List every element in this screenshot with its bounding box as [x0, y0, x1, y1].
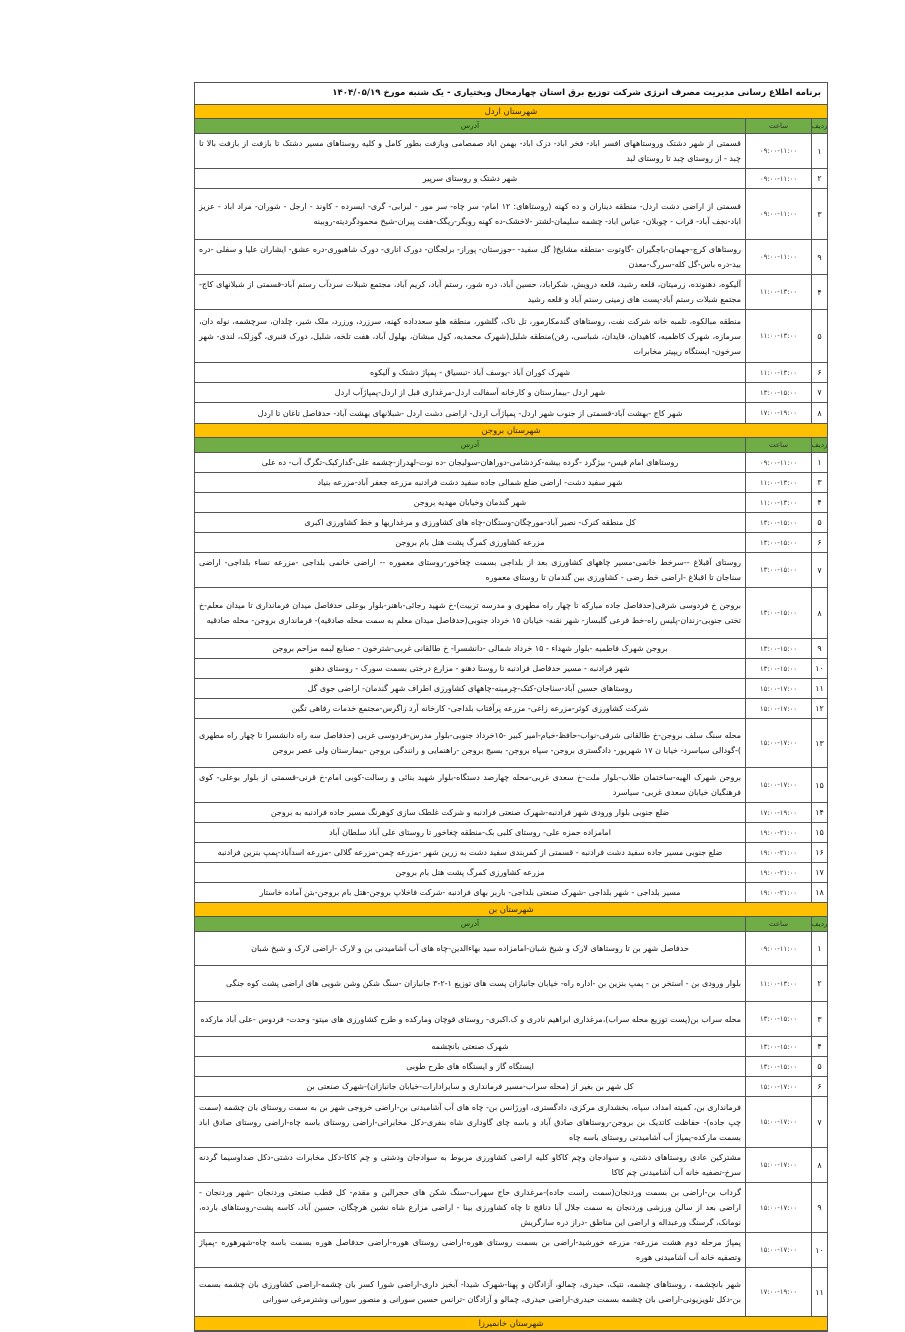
address-text: شهر فرادنبه - مسیر حدفاصل فرادنبه تا روستا دهنو - مزارع درختی بسمت سورک - روستای دهنو [310, 664, 630, 673]
address-text: بروجن شهرک الهیه-ساختمان طلاب-بلوار ملت-خ سعدی غربی-محله چهارصد دستگاه-بلوار شهید بنائی و رسالت-کوبی امام-خ قرنی-قسمتی از بلوار بوعلی- کوی فرهنگیان خیابان سعدی غربی- سیاسرد [199, 773, 741, 797]
time-range: ۱۳:۰۰-۱۵:۰۰ [745, 659, 811, 678]
time-range: ۱۹:۰۰-۲۱:۰۰ [745, 843, 811, 862]
address-text: شهرک کوران آباد -یوسف آباد -تبسیاق - پمپاژ دشتک و آلیکوه [369, 368, 571, 377]
time-range: ۱۵:۰۰-۱۷:۰۰ [745, 719, 811, 767]
address-text: کل شهر بن بغیر از (محله سراب-مسیر فرمانداری و سایرادارات-خیابان جانبازان)-شهرک صنعتی بن [306, 1082, 634, 1091]
address-text: شهرک صنعتی بانچشمه [431, 1042, 509, 1051]
address-text: آلیکوه، دهنونده، زرمیتان، قلعه رشید، قلعه درویش، شکراباد، حسین آباد، دره شور، رستم آباد، کریم آباد، مجتمع شبلات سردآب رستم آباد-قسمتی از شبلانهای کاج-مجتمع شبلات رستم آباد-پست های زمینی رستم آباد و قلعه رشید [199, 280, 741, 304]
table-row [195, 699, 827, 719]
time-range: ۱۳:۰۰-۱۵:۰۰ [745, 383, 811, 402]
time-range: ۱۹:۰۰-۲۱:۰۰ [745, 823, 811, 842]
time-range: ۱۳:۰۰-۱۵:۰۰ [745, 1037, 811, 1056]
address-text: مزرعه کشاورزی کمرگ پشت هتل بام بروجن [395, 868, 545, 877]
table-row [195, 823, 827, 843]
document-title: برنامه اطلاع رسانی مدیریت مصرف انرژی شرکت توزیع برق استان چهارمحال وبختیاری - یک شنبه مورخ ۱۴۰۴/۰۵/۱۹ [195, 83, 827, 105]
row-number: ۴ [811, 1037, 827, 1056]
table-row [195, 1097, 827, 1148]
row-number: ۱۸ [811, 883, 827, 902]
time-range: ۱۵:۰۰-۱۷:۰۰ [745, 699, 811, 718]
row-number: ۸ [811, 403, 827, 423]
row-number: ۱۶ [811, 843, 827, 862]
table-row [195, 1148, 827, 1183]
time-range: ۰۹:۰۰-۱۱:۰۰ [745, 453, 811, 472]
time-range: ۱۵:۰۰-۱۷:۰۰ [745, 1233, 811, 1267]
time-range: ۱۹:۰۰-۲۱:۰۰ [745, 863, 811, 882]
column-header-address: آدرس [460, 919, 480, 928]
row-number: ۹ [811, 1183, 827, 1232]
time-range: ۱۷:۰۰-۱۹:۰۰ [745, 403, 811, 423]
table-row [195, 843, 827, 863]
address-text: امامزاده حمزه علی- روستای کلبی بک-منطقه چغاخور تا روستای علی آباد سلطان آباد [329, 828, 611, 837]
table-row [195, 473, 827, 493]
address-text: بلوار ورودی بن - استخر بن - پمپ بنزین بن -اداره راه- خیابان جانبازان پست های توزیع ۱-۲-۳ جانبازان -سنگ شکن وشن شویی های اراضی پشت کوه جنگی [226, 979, 741, 988]
table-row [195, 803, 827, 823]
row-number: ۱ [811, 932, 827, 965]
table-row [195, 679, 827, 699]
time-range: ۱۵:۰۰-۱۷:۰۰ [745, 1097, 811, 1147]
county-header: شهرستان بروجن [195, 424, 827, 438]
table-row [195, 1233, 827, 1268]
address-text: ضلع جنوبی مسیر جاده سفید دشت فرادنبه - قسمتی از کمربندی سفید دشت به زرین شهر -مزرعه چمن-مزرعه گلالی -مزرعه اسدآباد-پمپ بنزین فرادنبه [217, 848, 723, 857]
time-range: ۱۱:۰۰-۱۳:۰۰ [745, 473, 811, 492]
address-text: بروجن شهرک فاطمیه -بلوار شهداء - ۱۵ خرداد شمالی -دانشسرا- خ طالقانی غربی-شترخون - صنایع لبمه مزاحم بروجن [272, 644, 668, 653]
row-number: ۸ [811, 1148, 827, 1182]
table-row [195, 1002, 827, 1037]
time-range: ۰۹:۰۰-۱۱:۰۰ [745, 134, 811, 168]
row-number: ۱۱ [811, 1268, 827, 1316]
address-text: مشترکین عادی روستاهای دشتی، و سوادجان وچم کاکاو کلیه اراضی کشاورزی مربوط به سوادجان ودشتی و چم کاکا-دکل مخابرات دشتی-دکل صداوسیما گردنه سرخ-تصفیه خانه آب آشامیدنی چم کاکا [199, 1153, 741, 1177]
column-header-address: آدرس [460, 121, 480, 130]
address-text: مسیر بلداجی - شهر بلداجی -شهرک صنعتی بلداجی- باربر بهای فرادنبه -شرکت فاخلاپ بروجن-هتل بام بروجن-بتن آماده خاستار [259, 888, 681, 897]
address-text: قسمتی از شهر دشتک وروستاههای افسر اباد- فخر اباد- دزک اباد- بهمن اباد صمصامی وبازفت بطور کامل و کلیه روستاهای مسیر دشتک تا بازفت از بازفت بالا تا چبد - از روستای چبد تا روستای لبد [199, 139, 741, 163]
table-row [195, 310, 827, 363]
table-row [195, 966, 827, 1002]
row-number: ۱۵ [811, 768, 827, 802]
table-row [195, 639, 827, 659]
table-row [195, 240, 827, 275]
address-text: محله سراب بن(پست توزیع محله سراب)،مرغداری ابراهیم نادری و ک.اکبری- روستای قوچان ومارکده و طرح کشاورزی های میتو- وحدت- فردوس -علی آباد مارکده [200, 1014, 741, 1024]
time-range: ۱۳:۰۰-۱۵:۰۰ [745, 1057, 811, 1076]
time-range: ۰۹:۰۰-۱۱:۰۰ [745, 189, 811, 239]
time-range: ۰۹:۰۰-۱۱:۰۰ [745, 169, 811, 188]
table-row [195, 383, 827, 403]
row-number: ۱۲ [811, 699, 827, 718]
address-text: منطقه مبالکوه، تلمبه خانه شرکت نفت، روستاهای گندمکارمور، تل ناک، گلشور، منطقه هلو سعدداده کهنه، سرزرد، ورزرد، ملک شیر، چلدان، سرچشمه، نوله دان، سرمازه، شهرک کاظمیه، کاهیدان، قایدان، شباسی، رفن)منطقه شلیل(شهرک محمدیه، کول مبشان، بهلول آباد، هفت تلخه، شلیل، دورک قنبری، گوزلک، لندی- شهر سرخون- ایستگاه ریپیتر مخابرات [199, 316, 741, 356]
address-text: محله سنگ سلف بروجن-خ طالقانی شرقی-نواب-حافظ-خیام-امیر کبیر -۱۵خرداد جنوبی-بلوار مدرس-فردوسی غربی (حدفاصل سه راه دانشسرا تا چهار راه مطهری )-گودالی سیاسرد- خیابا ن ۱۷ شهریور- دادگستری بروجن- سپاه بروجن- بسیج بروجن -راهنمایی و رانندگی بروجن -بیمارستان ولی عصر بروجن [199, 731, 742, 755]
row-number: ۵ [811, 513, 827, 532]
time-range: ۱۷:۰۰-۱۹:۰۰ [745, 803, 811, 822]
table-row [195, 513, 827, 533]
county-header: شهرستان خانمیرزا [195, 1317, 827, 1331]
row-number: ۱ [811, 134, 827, 168]
address-text: روستای آقبلاغ --سرخط خانمی-مسیر چاههای کشاورزی بعد از بلداجی بسمت چغاخور-روستای معموره -- اراضی خانمی بلداجی -مزرعه نساء بلداجی- اراضی سناجان تا اقبلاغ -اراضی خط رضی - کشاورزی بین گندمان تا روستای معموره [199, 558, 741, 582]
address-text: شهر بانچشمه ، روستاهای چشمه، نتیک، حیدری، چمالو، آزادگان و پهنا-شهرک شیدا- آبخیز داری-اراضی شورا کسر بان چشمه-اراضی کشاورزی بان چشمه بسمت بن-دکل تلویزیونی-اراضی بان چشمه بسمت حیدری-اراضی حیدری، چمالو و آزادگان -ترانس حسین سورانی و منصور سورانی وشترمرغی سورانی [199, 1280, 741, 1304]
address-text: شهر اردل -بیمارستان و کارخانه آسفالت اردل-مرغداری قبل از اردل-پمپاژآب اردل [334, 388, 606, 397]
row-number: ۲ [811, 966, 827, 1001]
time-range: ۱۵:۰۰-۱۷:۰۰ [745, 768, 811, 802]
address-text: شهر سفید دشت- اراضی ضلع شمالی جاده سفید دشت فرادنبه مزرعه جعفر آباد-مزرعه بنیاد [317, 478, 623, 487]
address-text: ایستگاه گاز و ایستگاه های طرح طوبی [406, 1062, 534, 1071]
column-header-row-number: ردیف [811, 438, 827, 452]
address-text: شرکت کشاورزی کوثر-مزرعه زاغی- مزرعه پرآفتاب بلداجی- کارخانه آرد زاگرس-مجتمع خدمات رفاهی تگین [291, 704, 649, 713]
table-row [195, 863, 827, 883]
column-header-time: ساعت [745, 917, 811, 931]
address-text: مزرعه کشاورزی کمرگ پشت هتل بام بروجن [395, 538, 545, 547]
address-text: حدفاصل شهر بن تا روستاهای لارک و شیخ شبان-امامزاده سید بهاءالدین-چاه های آب آشامیدنی بن و لارک -اراضی لارک و شیخ شبان [251, 944, 689, 953]
row-number: ۶ [811, 1077, 827, 1096]
time-range: ۱۳:۰۰-۱۵:۰۰ [745, 553, 811, 587]
row-number: ۵ [811, 310, 827, 362]
row-number: ۳ [811, 189, 827, 239]
row-number: ۹ [811, 639, 827, 658]
time-range: ۱۵:۰۰-۱۷:۰۰ [745, 1183, 811, 1232]
table-row [195, 659, 827, 679]
column-header-row [195, 438, 827, 453]
row-number: ۷ [811, 383, 827, 402]
time-range: ۱۳:۰۰-۱۵:۰۰ [745, 513, 811, 532]
time-range: ۱۵:۰۰-۱۷:۰۰ [745, 679, 811, 698]
row-number: ۱۳ [811, 719, 827, 767]
time-range: ۱۱:۰۰-۱۳:۰۰ [745, 493, 811, 512]
table-row [195, 1037, 827, 1057]
table-row [195, 189, 827, 240]
time-range: ۱۳:۰۰-۱۵:۰۰ [745, 533, 811, 552]
column-header-row [195, 917, 827, 932]
schedule-sheet [194, 82, 828, 1332]
table-row [195, 275, 827, 310]
table-row [195, 719, 827, 768]
column-header-row-number: ردیف [811, 917, 827, 931]
table-row [195, 533, 827, 553]
table-row [195, 403, 827, 424]
time-range: ۱۵:۰۰-۱۷:۰۰ [745, 1077, 811, 1096]
row-number: ۷ [811, 553, 827, 587]
row-number: ۲ [811, 169, 827, 188]
address-text: ضلع جنوبی بلوار ورودی شهر فرادنبه-شهرک صنعتی فرادنبه و شرکت غلطک سازی کوهرنگ مسیر جاده فرادنبه به بروجن [270, 808, 670, 817]
address-text: گرداب بن-اراضی بن بسمت وردنجان(سمت راست جاده)-مرغداری حاج سهراب-سنگ شکن های حجرالبن و مقدم- کل قطب صنعتی وردنجان -شهر وردنجان - اراضی بعد از سالن ورزشی وردنجان به سمت جلال آبا دناقج تا چاه کشاورزی بینا - اراضی مزارع شاه نشین هرچگان، حسین آباد، کاسه پشت-روستاهای بارده، نومانک، گرسنگ ورعبداله و اراضی این مناطق -دراز دره سارگریش [199, 1188, 741, 1227]
time-range: ۱۷:۰۰-۱۹:۰۰ [745, 1268, 811, 1316]
address-text: کل منطقه کنرک- نصیر آباد-مورچگان-وستگان-چاه های کشاورزی و مرغداریها و خط کشاورزی اکبری [304, 518, 636, 527]
row-number: ۴ [811, 275, 827, 309]
row-number: ۱۱ [811, 679, 827, 698]
row-number: ۱۵ [811, 823, 827, 842]
column-header-row-number: ردیف [811, 119, 827, 133]
time-range: ۱۱:۰۰-۱۳:۰۰ [745, 966, 811, 1001]
table-row [195, 883, 827, 903]
table-row [195, 363, 827, 383]
row-number: ۵ [811, 1057, 827, 1076]
column-header-time: ساعت [745, 119, 811, 133]
time-range: ۱۱:۰۰-۱۳:۰۰ [745, 275, 811, 309]
table-row [195, 1077, 827, 1097]
time-range: ۱۳:۰۰-۱۵:۰۰ [745, 639, 811, 658]
address-text: قسمتی از اراضی دشت اردل- منطقه دیناران و ده کهنه (روستاهای: ۱۲ امام- سر چاه- سر مور - لبرابی- گری- ایسرده - کاوند - ارجل - شوران- مراد اباد - عزیز اباد-نجف آباد- قراب - چوبلان- عباس اباد- چشمه سلیمان-لشتر -لاخشک-ده کهنه روبگر-ریگک-هفت پیران-شیخ محمودگردیته-روبینه [199, 202, 741, 226]
row-number: ۶ [811, 533, 827, 552]
row-number: ۴ [811, 493, 827, 512]
row-number: ۱ [811, 453, 827, 472]
row-number: ۳ [811, 473, 827, 492]
row-number: ۱۷ [811, 863, 827, 882]
table-row [195, 588, 827, 639]
row-number: ۸ [811, 588, 827, 638]
table-row [195, 453, 827, 473]
row-number: ۳ [811, 1002, 827, 1036]
address-text: روستاهای کرچ-جهمان-باجگیران -گاوتوت -منطقه مشایخ( گل سفید- -جوزستان- پوراز- برلجگان- دورک اناری- دورک شاهبوری-دره عشق- ایشاران علیا و سفلی -دره بید-دره باس-گل کله-سررگ-معدن [199, 245, 741, 269]
county-header: شهرستان بن [195, 903, 827, 917]
time-range: ۱۹:۰۰-۲۱:۰۰ [745, 883, 811, 902]
address-text: شهر کاج -بهشت آباد-قسمتی از جنوب شهر اردل- پمپاژآب اردل- اراضی دشت اردل -شبلانهای بهشت آباد- حدفاصل تاغان تا اردل [257, 408, 683, 418]
row-number: ۱۰ [811, 1233, 827, 1267]
time-range: ۰۹:۰۰-۱۱:۰۰ [745, 240, 811, 274]
time-range: ۱۱:۰۰-۱۳:۰۰ [745, 363, 811, 382]
table-row [195, 134, 827, 169]
address-text: شهر دشتک و روستای سرپیر [422, 174, 518, 183]
time-range: ۱۵:۰۰-۱۷:۰۰ [745, 1148, 811, 1182]
address-text: روستاهای حسین آباد-سناجان-کتک-چرمینه-چاههای کشاورزی اطراف شهر گندمان- اراضی جوی گل [307, 684, 633, 693]
table-row [195, 768, 827, 803]
table-row [195, 932, 827, 966]
county-header: شهرستان اردل [195, 105, 827, 119]
row-number: ۹ [811, 240, 827, 274]
row-number: ۶ [811, 363, 827, 382]
table-row [195, 1057, 827, 1077]
schedule-body [195, 105, 827, 1331]
address-text: روستاهای امام قیس- بیژگرد -گرده بیشه-کردشامی-دوراهان-سولیجان -ده نوت-لهدراز-چشمه علی-گدارکبک-تگرگ آب- ده علی [261, 458, 679, 467]
table-row [195, 1183, 827, 1233]
table-row [195, 553, 827, 588]
column-header-row [195, 119, 827, 134]
row-number: ۱۴ [811, 803, 827, 822]
time-range: ۱۳:۰۰-۱۵:۰۰ [745, 1002, 811, 1036]
time-range: ۱۱:۰۰-۱۳:۰۰ [745, 310, 811, 362]
address-text: بروجن خ فردوسی شرقی(حدفاصل جاده مبارکه تا چهار راه مطهری و مدرسه تربیت)-خ شهید رجائی-باهنر-بلوار بوعلی حدفاصل میدان فرمانداری تا میدان معلم-خ تختی جنوبی-زندان-پلیس راه-خط فرعی گلبساز- شهر نقنه- خیابان ۱۵ خرداد جنوبی(حدفاصل میدان معلم به سمت محله صادقیه)- فرمانداری بروجن- محله صادقیه [199, 601, 741, 625]
time-range: ۰۹:۰۰-۱۱:۰۰ [745, 932, 811, 965]
row-number: ۷ [811, 1097, 827, 1147]
address-text: شهر گندمان وخیابان مهدیه بروجن [413, 498, 527, 507]
time-range: ۱۳:۰۰-۱۵:۰۰ [745, 588, 811, 638]
address-text: پمپاژ مرحله دوم هشت مزرعه- مزرعه خورشید-اراضی بن بسمت روستای هوره-اراضی روستای هوره-اراضی حدفاصل هوره بسمت باسه چاه-شهرهوره -پمپاژ وتصفیه خانه آب آشامیدنی هوره [199, 1238, 741, 1262]
table-row [195, 169, 827, 189]
row-number: ۱۰ [811, 659, 827, 678]
table-row [195, 493, 827, 513]
table-row [195, 1268, 827, 1317]
column-header-address: آدرس [460, 440, 480, 449]
address-text: فرمانداری بن، کمیته امداد، سپاه، بخشداری مرکزی، دادگستری، اورژانس بن- چاه های آب آشامیدنی بن-اراضی خروجی شهر بن به سمت روستای بان چشمه (سمت چپ جاده)- حفاظت کاتدیک بن بروجن-روستاهای صادق آباد و باسه چای گاوداری شاه بنفری-دکل مخابراتی-اراضی روستای باسه چاه-اراضی روستای صادق اباد بسمت مارکده-پمپاژ آب آشامیدنی روستای باسه چاه [199, 1102, 741, 1142]
column-header-time: ساعت [745, 438, 811, 452]
